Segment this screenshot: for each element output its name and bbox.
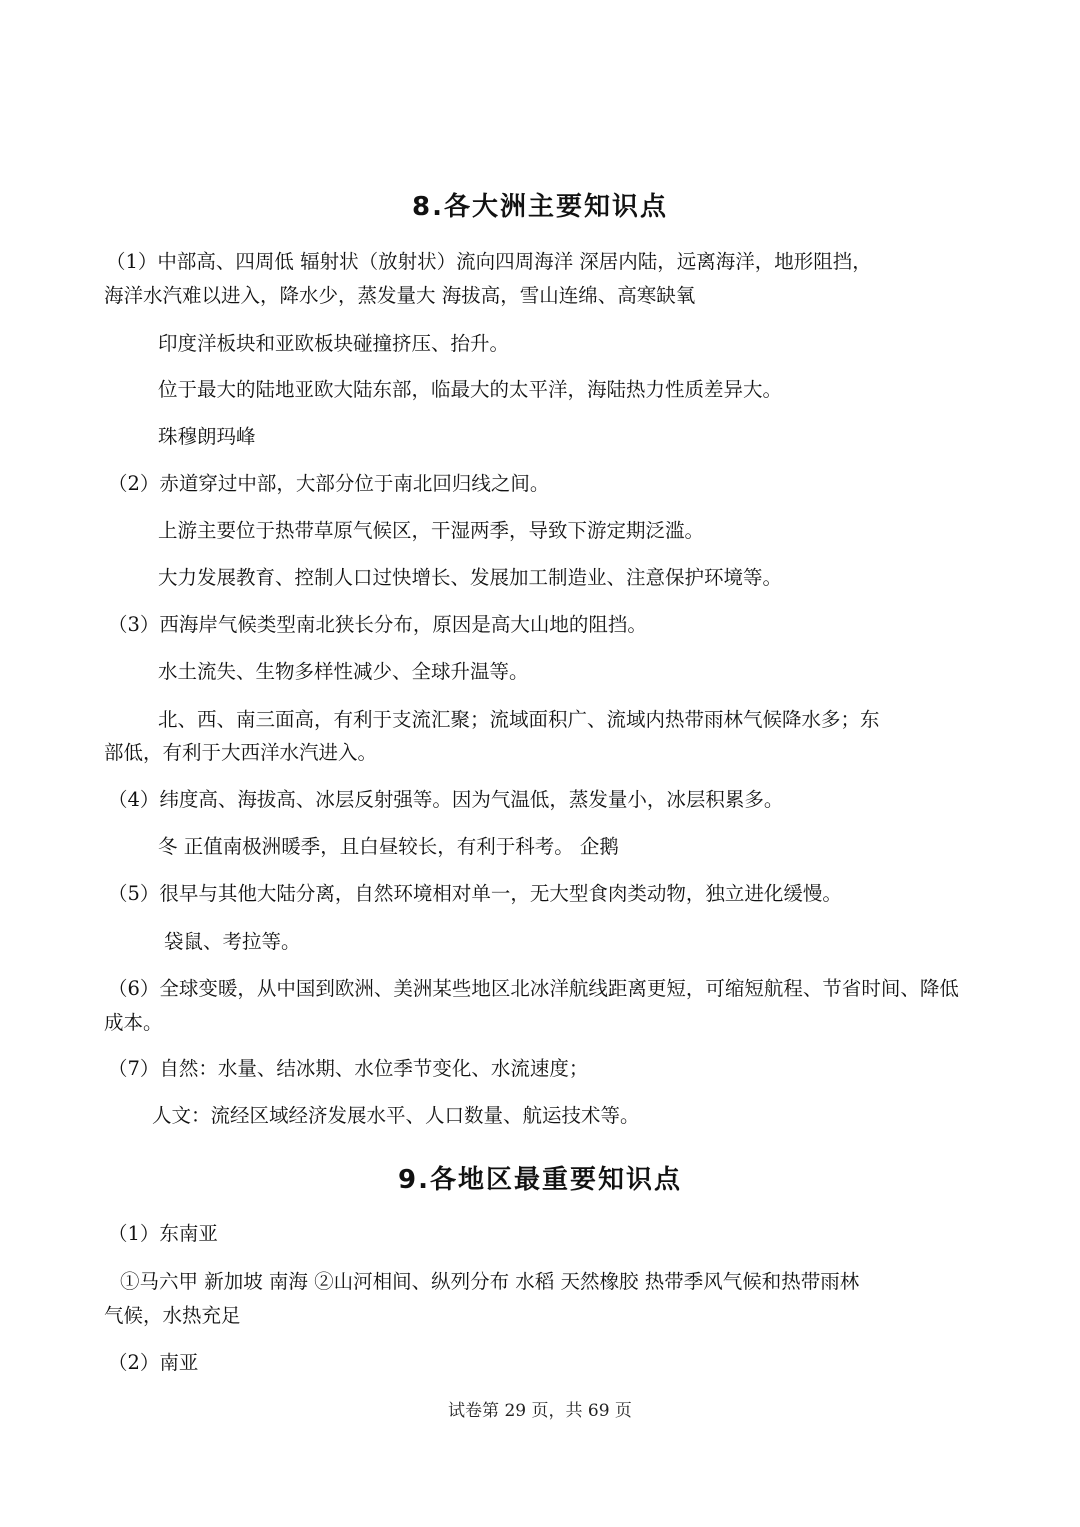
section-8-line-1: （1）中部高、四周低 辐射状（放射状）流向四周海洋 深居内陆，远离海洋，地形阻挡，: [106, 250, 872, 273]
section-8-line-4: 位于最大的陆地亚欧大陆东部，临最大的太平洋，海陆热力性质差异大。: [158, 378, 783, 401]
section-8-line-5: 珠穆朗玛峰: [158, 425, 256, 448]
section-8-line-8: 大力发展教育、控制人口过快增长、发展加工制造业、注意保护环境等。: [158, 566, 783, 589]
section-8-line-7: 上游主要位于热带草原气候区，干湿两季，导致下游定期泛滥。: [158, 519, 705, 542]
section-9-line-3: 气候，水热充足: [104, 1304, 241, 1327]
section-9-line-1: （1）东南亚: [108, 1222, 218, 1245]
section-9-line-2: ①马六甲 新加坡 南海 ②山河相间、纵列分布 水稻 天然橡胶 热带季风气候和热带雨林: [120, 1270, 860, 1293]
page-number-footer: 试卷第 29 页，共 69 页: [448, 1401, 632, 1421]
section-8-line-10: 水土流失、生物多样性减少、全球升温等。: [158, 660, 529, 683]
section-8-line-19: （7）自然：水量、结冰期、水位季节变化、水流速度；: [108, 1057, 589, 1080]
section-9-line-4: （2）南亚: [108, 1351, 199, 1374]
section-8-line-6: （2）赤道穿过中部，大部分位于南北回归线之间。: [108, 472, 550, 495]
section-8-line-11: 北、西、南三面高，有利于支流汇聚；流域面积广、流域内热带雨林气候降水多；东: [158, 708, 880, 731]
section-8-line-2: 海洋水汽难以进入，降水少，蒸发量大 海拔高，雪山连绵、高寒缺氧: [104, 284, 696, 307]
section-8-line-18: 成本。: [104, 1011, 163, 1034]
section-9-title: 9.各地区最重要知识点: [398, 1165, 682, 1195]
section-8-line-15: （5）很早与其他大陆分离，自然环境相对单一，无大型食肉类动物，独立进化缓慢。: [108, 882, 842, 905]
section-8-line-17: （6）全球变暖，从中国到欧洲、美洲某些地区北冰洋航线距离更短，可缩短航程、节省时间、降低: [108, 977, 959, 1000]
section-8-line-9: （3）西海岸气候类型南北狭长分布，原因是高大山地的阻挡。: [108, 613, 647, 636]
section-8-title: 8.各大洲主要知识点: [412, 192, 668, 222]
section-8-line-12: 部低，有利于大西洋水汽进入。: [104, 741, 378, 764]
section-8-line-14: 冬 正值南极洲暖季，且白昼较长，有利于科考。 企鹅: [158, 835, 619, 858]
section-8-line-13: （4）纬度高、海拔高、冰层反射强等。因为气温低，蒸发量小，冰层积累多。: [108, 788, 784, 811]
section-8-line-16: 袋鼠、考拉等。: [164, 930, 301, 953]
section-8-line-3: 印度洋板块和亚欧板块碰撞挤压、抬升。: [158, 332, 510, 355]
section-8-line-20: 人文：流经区域经济发展水平、人口数量、航运技术等。: [152, 1104, 640, 1127]
